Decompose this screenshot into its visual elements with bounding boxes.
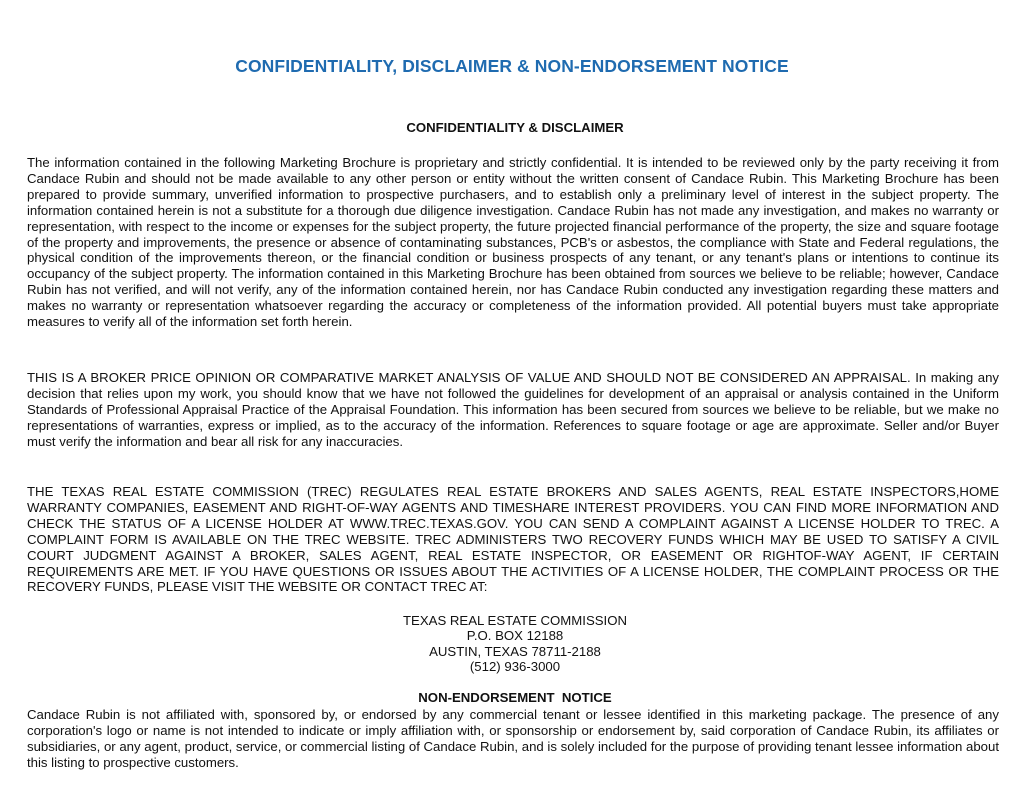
address-line-phone: (512) 936-3000 [469, 659, 561, 675]
non-endorsement-heading: NON-ENDORSEMENT NOTICE [418, 690, 612, 705]
address-line-po-box: P.O. BOX 12188 [466, 628, 564, 644]
non-endorsement-paragraph: Candace Rubin is not affiliated with, sponsored by, or endorsed by any commercial tenant or lessee identified in this marketing package. The presence of any corporation's logo or name is not intended to indicate or imply affiliation with, or sponsorship or endorsement by, said corporation of Candace Rubin, its affiliates or subsidiaries, or any agent, product, service, or commercial listing of Candace Rubin, and is solely included for the purpose of providing tenant lessee information about this listing to prospective customers. [27, 707, 1000, 770]
trec-paragraph: THE TEXAS REAL ESTATE COMMISSION (TREC) REGULATES REAL ESTATE BROKERS AND SALES AGENTS, REAL ESTATE INSPECTORS,HOME WARRANTY COMPANIES, EASEMENT AND RIGHT-OF-WAY AGENTS AND TIMESHARE INTEREST PROVIDERS. YOU CAN FIND MORE INFORMATION AND CHECK THE STATUS OF A LICENSE HOLDER AT WWW.TREC.TEXAS.GOV. YOU CAN SEND A COMPLAINT AGAINST A LICENSE HOLDER TO TREC. A COMPLAINT FORM IS AVAILABLE ON THE TREC WEBSITE. TREC ADMINISTERS TWO RECOVERY FUNDS WHICH MAY BE USED TO SATISFY A CIVIL COURT JUDGMENT AGAINST A BROKER, SALES AGENT, REAL ESTATE INSPECTOR, OR EASEMENT OR RIGHTOF-WAY AGENT, IF CERTAIN REQUIREMENTS ARE MET. IF YOU HAVE QUESTIONS OR ISSUES ABOUT THE ACTIVITIES OF A LICENSE HOLDER, THE COMPLAINT PROCESS OR THE RECOVERY FUNDS, PLEASE VISIT THE WEBSITE OR CONTACT TREC AT: [27, 484, 999, 595]
address-line-commission: TEXAS REAL ESTATE COMMISSION [403, 613, 627, 628]
confidentiality-heading: CONFIDENTIALITY & DISCLAIMER [406, 120, 624, 135]
page-title: CONFIDENTIALITY, DISCLAIMER & NON-ENDORSEMENT NOTICE [235, 56, 789, 76]
trec-address-block [0, 613, 1024, 675]
confidentiality-paragraph: The information contained in the following Marketing Brochure is proprietary and strictly confidential. It is intended to be reviewed only by the party receiving it from Candace Rubin and should not be made available to any other person or entity without the written consent of Candace Rubin. This Marketing Brochure has been prepared to provide summary, unverified information to prospective purchasers, and to establish only a preliminary level of interest in the subject property. The information contained herein is not a substitute for a thorough due diligence investigation. Candace Rubin has not made any investigation, and makes no warranty or representation, with respect to the income or expenses for the subject property, the future projected financial performance of the property, the size and square footage of the property and improvements, the presence or absence of contaminating substances, PCB's or asbestos, the compliance with State and Federal regulations, the physical condition of the improvements thereon, or the financial condition or business prospects of any tenant, or any tenant's plans or intentions to continue its occupancy of the subject property. The information contained in this Marketing Brochure has been obtained from sources we believe to be reliable; however, Candace Rubin has not verified, and will not verify, any of the information contained herein, nor has Candace Rubin conducted any investigation regarding these matters and makes no warranty or representation whatsoever regarding the accuracy or completeness of the information provided. All potential buyers must take appropriate measures to verify all of the information set forth herein. [27, 155, 999, 330]
broker-opinion-paragraph: THIS IS A BROKER PRICE OPINION OR COMPARATIVE MARKET ANALYSIS OF VALUE AND SHOULD NOT BE CONSIDERED AN APPRAISAL. In making any decision that relies upon my work, you should know that we have not followed the guidelines for development of an appraisal or analysis contained in the Uniform Standards of Professional Appraisal Practice of the Appraisal Foundation. This information has been secured from sources we believe to be reliable, but we make no representations of warranties, express or implied, as to the accuracy of the information. References to square footage or age are approximate. Seller and/or Buyer must verify the information and bear all risk for any inaccuracies. [27, 370, 999, 449]
address-line-city: AUSTIN, TEXAS 78711-2188 [429, 643, 601, 659]
